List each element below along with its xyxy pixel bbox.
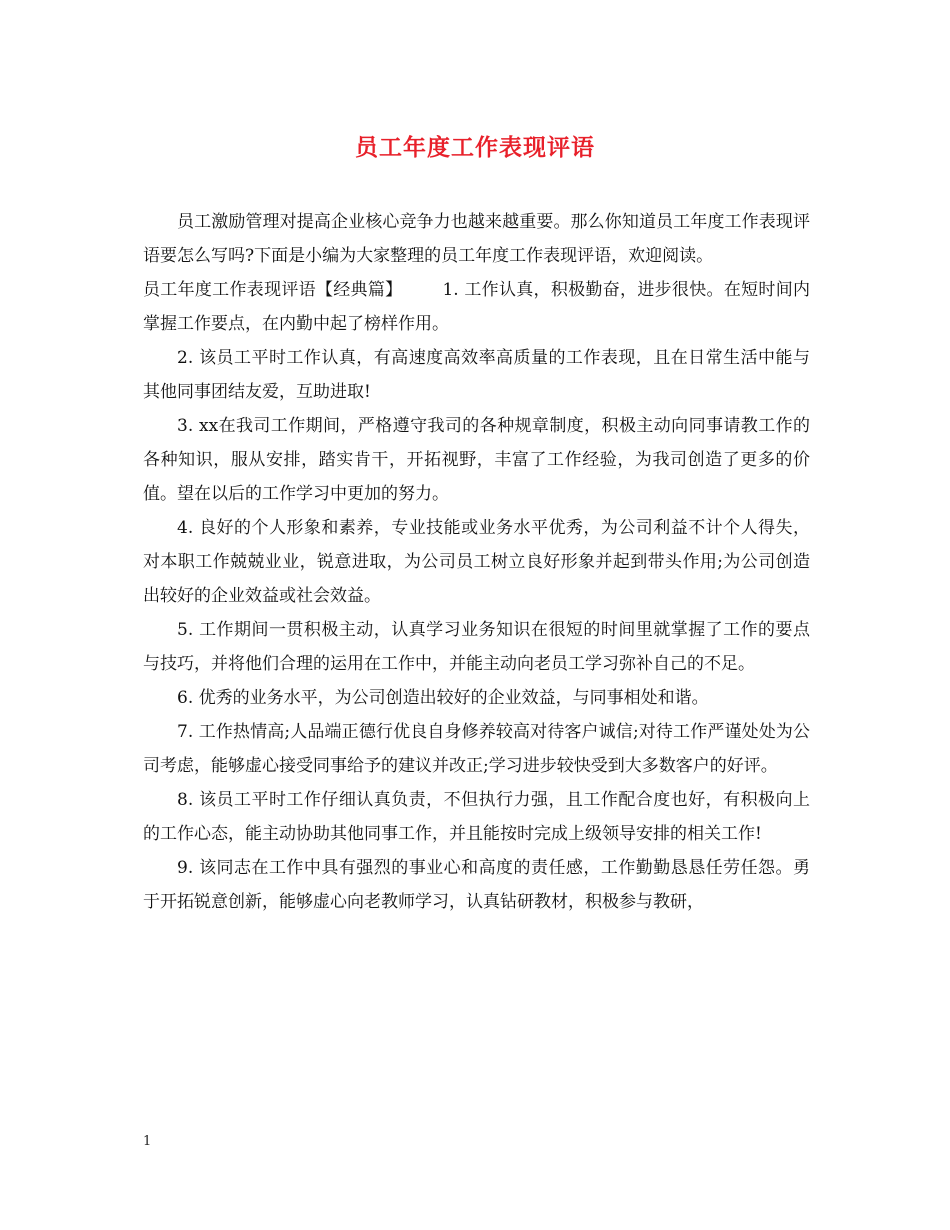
document-title: 员工年度工作表现评语 bbox=[355, 134, 595, 161]
list-item-1: 1. 工作认真，积极勤奋，进步很快。在短时间内掌握工作要点，在内勤中起了榜样作用。 bbox=[143, 280, 811, 334]
section-heading: 员工年度工作表现评语【经典篇】 bbox=[143, 280, 403, 300]
page-number: 1 bbox=[143, 1134, 152, 1149]
list-item-5: 5. 工作期间一贯积极主动，认真学习业务知识在很短的时间里就掌握了工作的要点与技巧，并将他们合理的运用在工作中，并能主动向老员工学习弥补自己的不足。 bbox=[143, 620, 810, 674]
list-item-3: 3. xx在我司工作期间，严格遵守我司的各种规章制度，积极主动向同事请教工作的各种知识，服从安排，踏实肯干，开拓视野，丰富了工作经验，为我司创造了更多的价值。望在以后的工作学习中更加的努力。 bbox=[143, 416, 810, 504]
intro-paragraph: 员工激励管理对提高企业核心竞争力也越来越重要。那么你知道员工年度工作表现评语要怎么写吗?下面是小编为大家整理的员工年度工作表现评语，欢迎阅读。 bbox=[143, 212, 810, 266]
section-line bbox=[143, 273, 810, 341]
list-item-6: 6. 优秀的业务水平，为公司创造出较好的企业效益，与同事相处和谐。 bbox=[177, 688, 709, 708]
list-item-4: 4. 良好的个人形象和素养，专业技能或业务水平优秀，为公司利益不计个人得失，对本职工作兢兢业业，锐意进取，为公司员工树立良好形象并起到带头作用;为公司创造出较好的企业效益或社会效益。 bbox=[143, 518, 810, 606]
list-item-9: 9. 该同志在工作中具有强烈的事业心和高度的责任感，工作勤勤恳恳任劳任怨。勇于开拓锐意创新，能够虚心向老教师学习，认真钻研教材，积极参与教研， bbox=[143, 858, 810, 912]
list-item-8: 8. 该员工平时工作仔细认真负责，不但执行力强，且工作配合度也好，有积极向上的工作心态，能主动协助其他同事工作，并且能按时完成上级领导安排的相关工作! bbox=[143, 790, 810, 844]
document-body bbox=[143, 205, 810, 919]
list-item-2: 2. 该员工平时工作认真，有高速度高效率高质量的工作表现，且在日常生活中能与其他同事团结友爱，互助进取! bbox=[143, 348, 810, 402]
list-item-7: 7. 工作热情高;人品端正德行优良自身修养较高对待客户诚信;对待工作严谨处处为公司考虑，能够虚心接受同事给予的建议并改正;学习进步较快受到大多数客户的好评。 bbox=[143, 722, 810, 776]
